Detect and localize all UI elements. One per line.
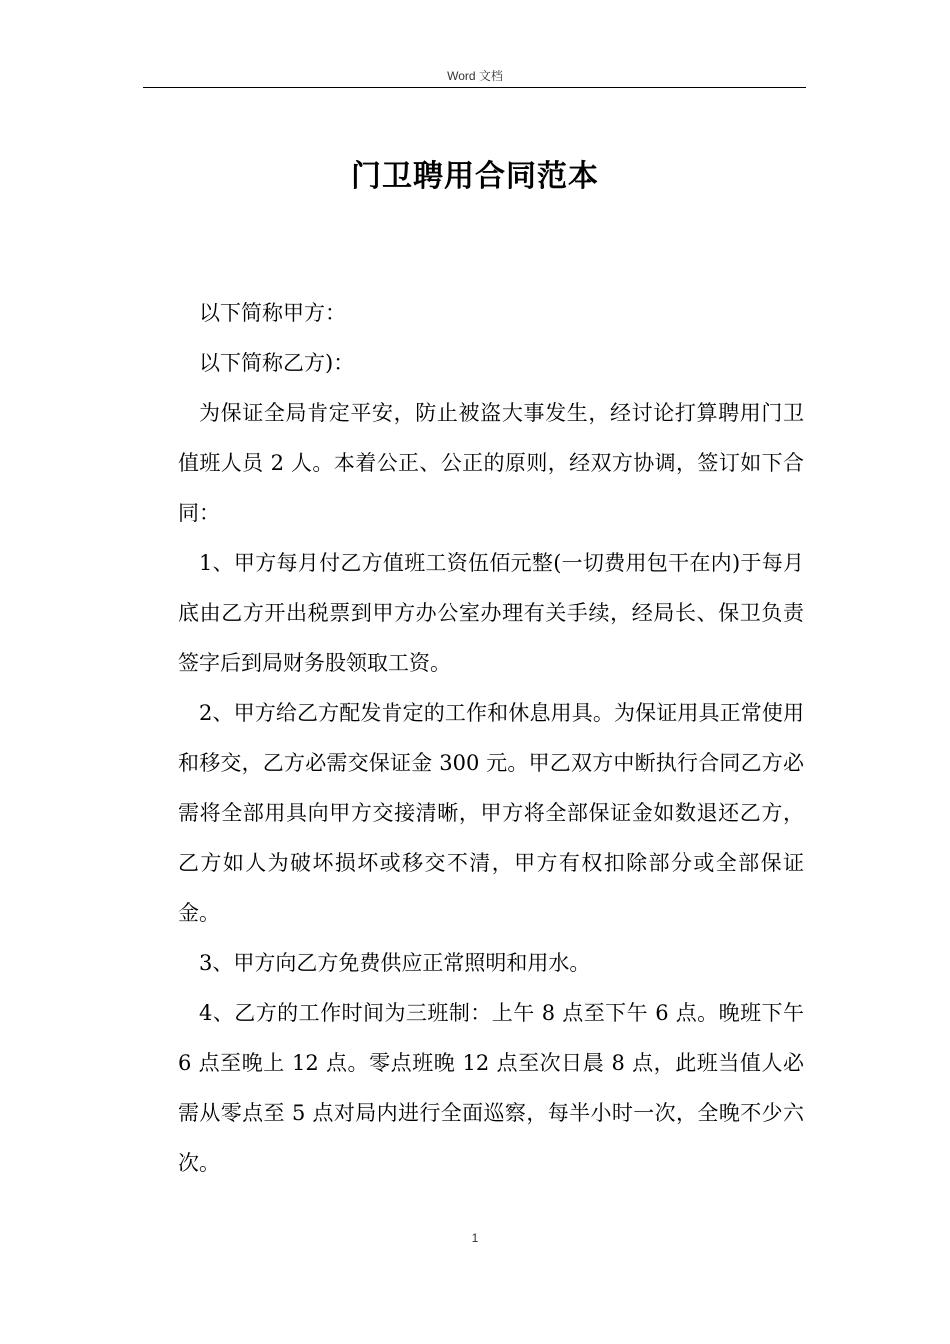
page-number: 1: [471, 1231, 479, 1245]
paragraph-clause-4: 4、乙方的工作时间为三班制：上午 8 点至下午 6 点。晚班下午 6 点至晚上 12 点。零点班晚 12 点至次日晨 8 点，此班当值人必需从零点至 5 点对局内进行全面巡察，每半小时一次，全晚不少六次。: [178, 1001, 804, 1175]
paragraph-clause-1: 1、甲方每月付乙方值班工资伍佰元整(一切费用包干在内)于每月底由乙方开出税票到甲方办公室办理有关手续，经局长、保卫负责签字后到局财务股领取工资。: [178, 551, 804, 675]
paragraph-party-b: 以下简称乙方)：: [199, 351, 355, 375]
paragraph-clause-3: 3、甲方向乙方免费供应正常照明和用水。: [199, 951, 591, 975]
paragraph-party-a: 以下简称甲方：: [199, 301, 346, 325]
paragraph-clause-2: 2、甲方给乙方配发肯定的工作和休息用具。为保证用具正常使用和移交，乙方必需交保证金 300 元。甲乙双方中断执行合同乙方必需将全部用具向甲方交接清晰，甲方将全部保证金如数退还乙方，乙方如人为破坏损坏或移交不清，甲方有权扣除部分或全部保证金。: [178, 701, 804, 925]
paragraph-preamble: 为保证全局肯定平安，防止被盗大事发生，经讨论打算聘用门卫值班人员 2 人。本着公正、公正的原则，经双方协调，签订如下合同：: [178, 401, 804, 525]
header-divider: [143, 87, 806, 88]
document-body: [178, 288, 804, 1188]
page-header-label: Word 文档: [447, 69, 503, 83]
document-title: 门卫聘用合同范本: [351, 159, 599, 194]
